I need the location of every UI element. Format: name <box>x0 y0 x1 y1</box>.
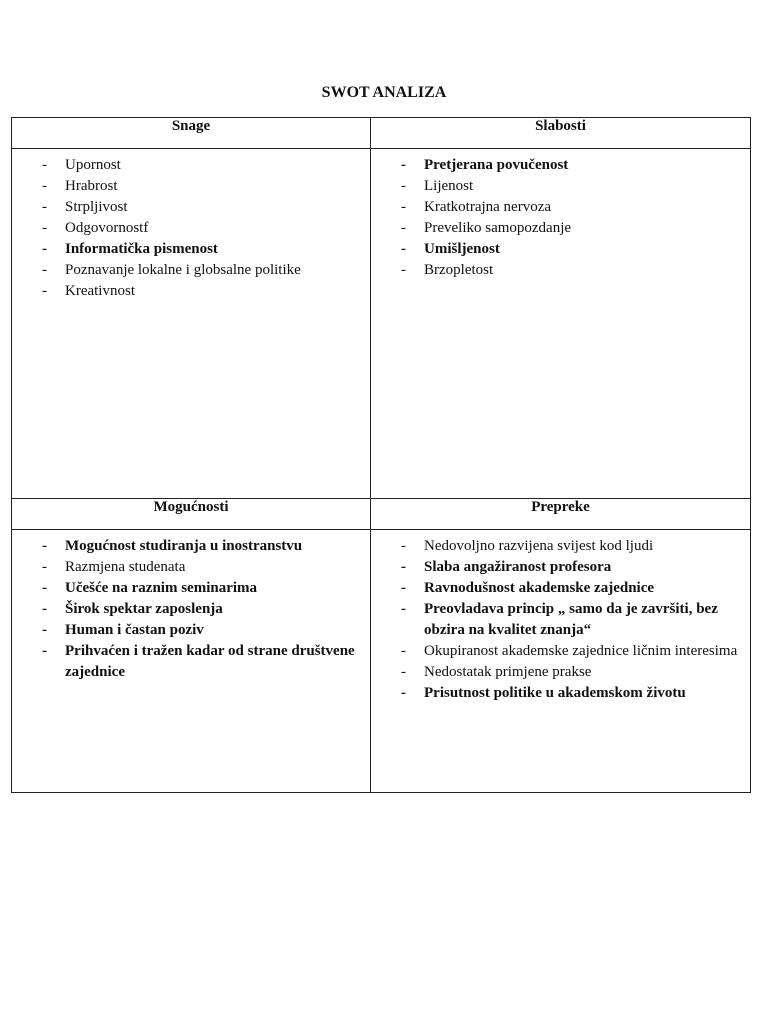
list-item <box>371 155 750 176</box>
list-item <box>371 557 750 578</box>
dash-bullet-icon: - <box>42 199 47 215</box>
list-mogucnosti <box>12 536 370 683</box>
list-item-text: Ravnodušnost akademske zajednice <box>424 580 655 596</box>
list-item <box>371 239 750 260</box>
dash-bullet-icon: - <box>42 283 47 299</box>
list-item <box>371 176 750 197</box>
list-item-text: Umišljenost <box>424 241 500 257</box>
header-row-bottom <box>12 499 751 530</box>
list-item <box>371 599 750 641</box>
list-item <box>12 620 370 641</box>
list-item <box>371 578 750 599</box>
list-item <box>12 599 370 620</box>
header-slabosti: Slabosti <box>371 118 751 149</box>
content-row-bottom <box>12 530 751 793</box>
dash-bullet-icon: - <box>401 157 406 173</box>
cell-snage <box>12 149 371 499</box>
list-item-text: Okupiranost akademske zajednice ličnim interesima <box>424 643 738 659</box>
dash-bullet-icon: - <box>42 262 47 278</box>
header-mogucnosti: Mogućnosti <box>12 499 371 530</box>
list-item <box>12 260 370 281</box>
list-item-text: Informatička pismenost <box>65 241 218 257</box>
list-item <box>371 641 750 662</box>
list-item-text: Mogućnost studiranja u inostranstvu <box>65 538 303 554</box>
document-title: SWOT ANALIZA <box>321 84 447 101</box>
list-item <box>12 155 370 176</box>
cell-prepreke <box>371 530 751 793</box>
header-prepreke: Prepreke <box>371 499 751 530</box>
list-item-text: Poznavanje lokalne i globsalne politike <box>65 262 301 278</box>
list-item-text: Razmjena studenata <box>65 559 186 575</box>
list-item-text: Pretjerana povučenost <box>424 157 569 173</box>
dash-bullet-icon: - <box>42 220 47 236</box>
list-item <box>12 557 370 578</box>
dash-bullet-icon: - <box>42 538 47 554</box>
list-item-text: Strpljivost <box>65 199 128 215</box>
dash-bullet-icon: - <box>42 157 47 173</box>
dash-bullet-icon: - <box>401 178 406 194</box>
dash-bullet-icon: - <box>401 538 406 554</box>
list-prepreke <box>371 536 750 704</box>
dash-bullet-icon: - <box>401 664 406 680</box>
dash-bullet-icon: - <box>401 685 406 701</box>
dash-bullet-icon: - <box>42 580 47 596</box>
list-item-text: Širok spektar zaposlenja <box>65 601 223 617</box>
list-item <box>12 281 370 302</box>
list-item-text: Slaba angažiranost profesora <box>424 559 612 575</box>
list-item-text: Kratkotrajna nervoza <box>424 199 552 215</box>
swot-table <box>11 117 751 793</box>
list-item-text: Prihvaćen i tražen kadar od strane društvene zajednice <box>65 643 355 680</box>
dash-bullet-icon: - <box>42 559 47 575</box>
list-snage <box>12 155 370 302</box>
list-item-text: Nedostatak primjene prakse <box>424 664 592 680</box>
dash-bullet-icon: - <box>401 220 406 236</box>
dash-bullet-icon: - <box>401 241 406 257</box>
dash-bullet-icon: - <box>42 601 47 617</box>
list-item <box>371 683 750 704</box>
header-row-top <box>12 118 751 149</box>
dash-bullet-icon: - <box>401 580 406 596</box>
list-item-text: Human i častan poziv <box>65 622 204 638</box>
list-item <box>371 662 750 683</box>
dash-bullet-icon: - <box>42 643 47 659</box>
list-item <box>371 197 750 218</box>
dash-bullet-icon: - <box>401 643 406 659</box>
cell-slabosti <box>371 149 751 499</box>
content-row-top <box>12 149 751 499</box>
list-item-text: Hrabrost <box>65 178 118 194</box>
dash-bullet-icon: - <box>401 262 406 278</box>
dash-bullet-icon: - <box>401 601 406 617</box>
list-item-text: Lijenost <box>424 178 474 194</box>
dash-bullet-icon: - <box>42 241 47 257</box>
dash-bullet-icon: - <box>42 178 47 194</box>
list-item <box>371 260 750 281</box>
list-item <box>12 641 370 683</box>
list-item-text: Preveliko samopozdanje <box>424 220 572 236</box>
list-item-text: Prisutnost politike u akademskom životu <box>424 685 686 701</box>
list-item-text: Upornost <box>65 157 121 173</box>
list-item-text: Odgovornostf <box>65 220 149 236</box>
list-item-text: Nedovoljno razvijena svijest kod ljudi <box>424 538 654 554</box>
list-item <box>371 218 750 239</box>
header-snage: Snage <box>12 118 371 149</box>
list-item <box>12 536 370 557</box>
list-item <box>12 197 370 218</box>
dash-bullet-icon: - <box>401 199 406 215</box>
dash-bullet-icon: - <box>42 622 47 638</box>
list-item <box>12 578 370 599</box>
list-item-text: Preovladava princip „ samo da je završiti, bez obzira na kvalitet znanja“ <box>424 601 718 638</box>
cell-mogucnosti <box>12 530 371 793</box>
list-item <box>12 239 370 260</box>
list-item <box>12 218 370 239</box>
list-item-text: Kreativnost <box>65 283 135 299</box>
list-slabosti <box>371 155 750 281</box>
list-item-text: Učešće na raznim seminarima <box>65 580 258 596</box>
list-item <box>12 176 370 197</box>
list-item-text: Brzopletost <box>424 262 494 278</box>
dash-bullet-icon: - <box>401 559 406 575</box>
list-item <box>371 536 750 557</box>
